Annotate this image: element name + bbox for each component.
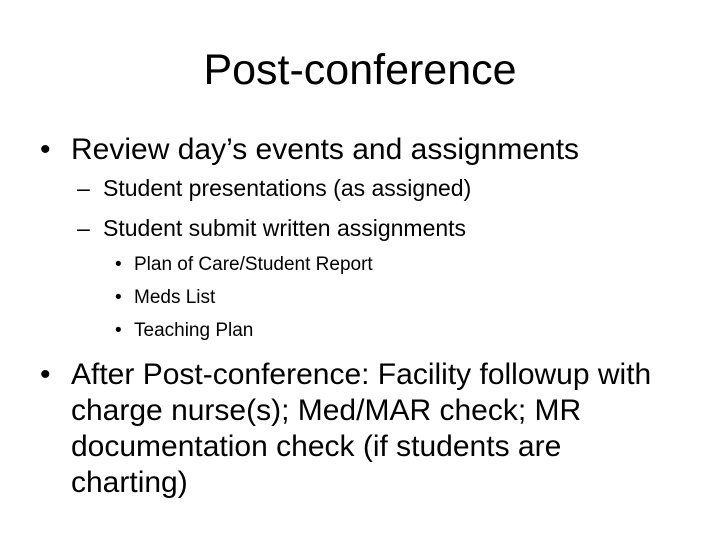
sub-bullet-text: Student presentations (as assigned) xyxy=(103,175,472,201)
sub-sub-bullet-item xyxy=(40,281,680,314)
sub-bullet-text: Student submit written assignments xyxy=(103,215,467,241)
bullet-marker: • xyxy=(115,320,122,341)
bullet-item xyxy=(40,357,680,501)
slide-body xyxy=(40,132,680,501)
dash-marker: – xyxy=(77,175,90,201)
dash-marker: – xyxy=(77,215,90,241)
bullet-marker: • xyxy=(115,287,122,308)
bullet-text: After Post-conference: Facility followup with charge nurse(s); Med/MAR check; MR documentation check (if students are charting) xyxy=(71,358,652,499)
sub-sub-bullet-text: Teaching Plan xyxy=(134,320,254,341)
sub-sub-bullet-text: Plan of Care/Student Report xyxy=(134,254,373,275)
bullet-marker: • xyxy=(115,254,122,275)
slide-title: Post-conference xyxy=(203,46,517,94)
bullet-text: Review day’s events and assignments xyxy=(71,133,580,166)
sub-bullet-item xyxy=(40,168,680,208)
sub-sub-bullet-item xyxy=(40,248,680,281)
bullet-marker: • xyxy=(40,133,51,166)
bullet-item xyxy=(40,132,680,168)
sub-sub-bullet-text: Meds List xyxy=(134,287,216,308)
sub-sub-bullet-item xyxy=(40,314,680,347)
sub-bullet-item xyxy=(40,208,680,248)
bullet-marker: • xyxy=(40,358,51,391)
